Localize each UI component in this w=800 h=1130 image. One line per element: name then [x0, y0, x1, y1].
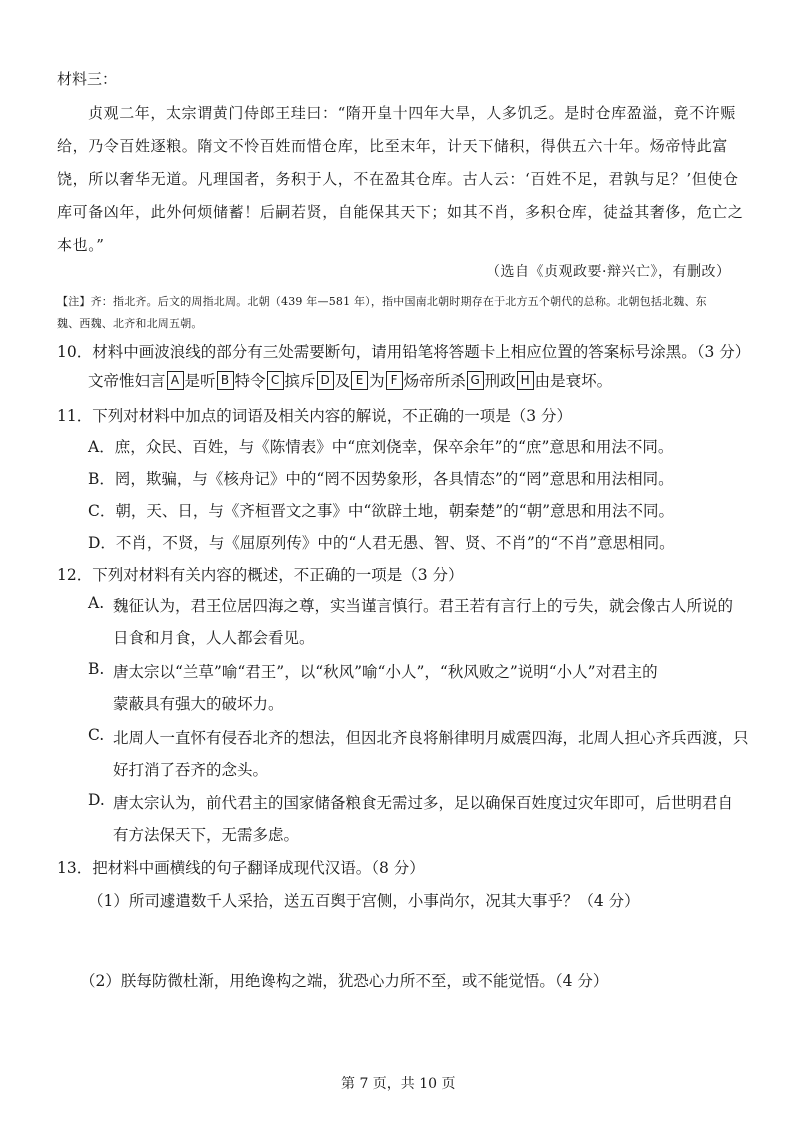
sentence-segment: 刑政 [484, 372, 516, 390]
question-12-option-c-letter: C. [88, 726, 105, 744]
material-source: （选自《贞观政要·辩兴亡》，有删改） [486, 264, 731, 280]
sentence-segment: 摈斥 [284, 372, 316, 390]
answer-box-h[interactable]: H [517, 371, 534, 390]
question-11-option-a: A．庶，众民、百姓，与《陈情表》中“庶刘侥幸，保卒余年”的“庶”意思和用法不同。 [88, 438, 674, 456]
question-11-option-b: B．罔，欺骗，与《核舟记》中的“罔不因势象形，各具情态”的“罔”意思和用法相同。 [88, 470, 674, 488]
sentence-segment: 是听 [184, 372, 216, 390]
question-12-stem: 12．下列对材料有关内容的概述，不正确的一项是（3 分） [57, 566, 464, 584]
question-12-option-c-line-1: 北周人一直怀有侵吞北齐的想法，但因北齐良将斛律明月威震四海，北周人担心齐兵西渡，只 [113, 729, 749, 747]
question-12-option-a-line-1: 魏征认为，君王位居四海之尊，实当谨言慎行。君王若有言行上的亏失，就会像古人所说的 [113, 597, 734, 615]
question-12-option-c-line-2: 好打消了吞齐的念头。 [113, 761, 269, 779]
question-12-option-b-line-1: 唐太宗以“兰草”喻“君王”，以“秋风”喻“小人”，“秋风败之”说明“小人”对君主的 [113, 663, 658, 681]
answer-box-a[interactable]: A [167, 371, 184, 390]
question-12-option-d-line-2: 有方法保天下，无需多虑。 [113, 826, 300, 844]
question-12-option-b-line-2: 蒙蔽具有强大的破坏力。 [113, 695, 284, 713]
sentence-segment: 炀帝所杀 [403, 372, 466, 390]
question-12-option-a-line-2: 日食和月食，人人都会看见。 [113, 629, 315, 647]
question-12-option-d-line-1: 唐太宗认为，前代君主的国家储备粮食无需过多，足以确保百姓度过灾年即可，后世明君自 [113, 794, 734, 812]
question-10-sentence [88, 369, 612, 391]
question-12-option-d-letter: D. [88, 791, 105, 809]
question-13-sub-1: （1）所司遽遣数千人采拾，送五百舆于宫侧，小事尚尔，况其大事乎？（4 分） [88, 892, 640, 910]
page-number: 第 7 页，共 10 页 [341, 1076, 456, 1092]
material-line-4: 库可备凶年，此外何烦储蓄！后嗣若贤，自能保其天下；如其不肖，多积仓库，徒益其奢侈，危亡之 [57, 203, 744, 221]
question-11-option-c: C．朝，天、日，与《齐桓晋文之事》中“欲辟土地，朝秦楚”的“朝”意思和用法不同。 [88, 502, 675, 520]
answer-box-d[interactable]: D [317, 371, 334, 390]
answer-box-g[interactable]: G [467, 371, 484, 390]
question-11-stem: 11．下列对材料中加点的词语及相关内容的解说，不正确的一项是（3 分） [57, 407, 573, 425]
answer-box-c[interactable]: C [267, 371, 284, 390]
question-12-option-b-letter: B. [88, 660, 105, 678]
sentence-segment: 由是衰坏。 [534, 372, 613, 390]
sentence-segment: 特令 [234, 372, 266, 390]
material-line-5: 本也。” [57, 236, 105, 254]
answer-box-b[interactable]: B [217, 371, 234, 390]
question-13-sub-2: （2）朕每防微杜渐，用绝谗构之端，犹恐心力所不至，或不能觉悟。（4 分） [80, 972, 609, 990]
material-label: 材料三： [57, 70, 118, 88]
material-line-2: 给，乃令百姓逐粮。隋文不怜百姓而惜仓库，比至末年，计天下储积，得供五六十年。炀帝恃此富 [57, 137, 728, 155]
sentence-segment: 及 [334, 372, 351, 390]
material-line-3: 饶，所以奢华无道。凡理国者，务积于人，不在盈其仓库。古人云：‘百姓不足，君孰与足？’但使仓 [57, 170, 739, 188]
answer-box-e[interactable]: E [351, 371, 368, 390]
question-13-stem: 13．把材料中画横线的句子翻译成现代汉语。（8 分） [57, 859, 425, 877]
question-10-stem: 10．材料中画波浪线的部分有三处需要断句，请用铅笔将答题卡上相应位置的答案标号涂黑。（3 分） [57, 343, 751, 361]
note-line-2: 魏、西魏、北齐和北周五朝。 [57, 317, 203, 330]
note-line-1: 【注】齐：指北齐。后文的周指北周。北朝（439 年—581 年），指中国南北朝时期存在于北方五个朝代的总称。北朝包括北魏、东 [57, 295, 707, 308]
sentence-segment: 为 [369, 372, 385, 390]
question-12-option-a-letter: A. [88, 594, 105, 612]
question-11-option-d: D．不肖，不贤，与《屈原列传》中的“人君无愚、智、贤、不肖”的“不肖”意思相同。 [88, 534, 675, 552]
sentence-segment: 文帝惟妇言 [88, 372, 166, 390]
material-line-1: 贞观二年，太宗谓黄门侍郎王珪曰：“隋开皇十四年大旱，人多饥乏。是时仓库盈溢，竟不许赈 [88, 104, 736, 122]
answer-box-f[interactable]: F [386, 371, 403, 390]
